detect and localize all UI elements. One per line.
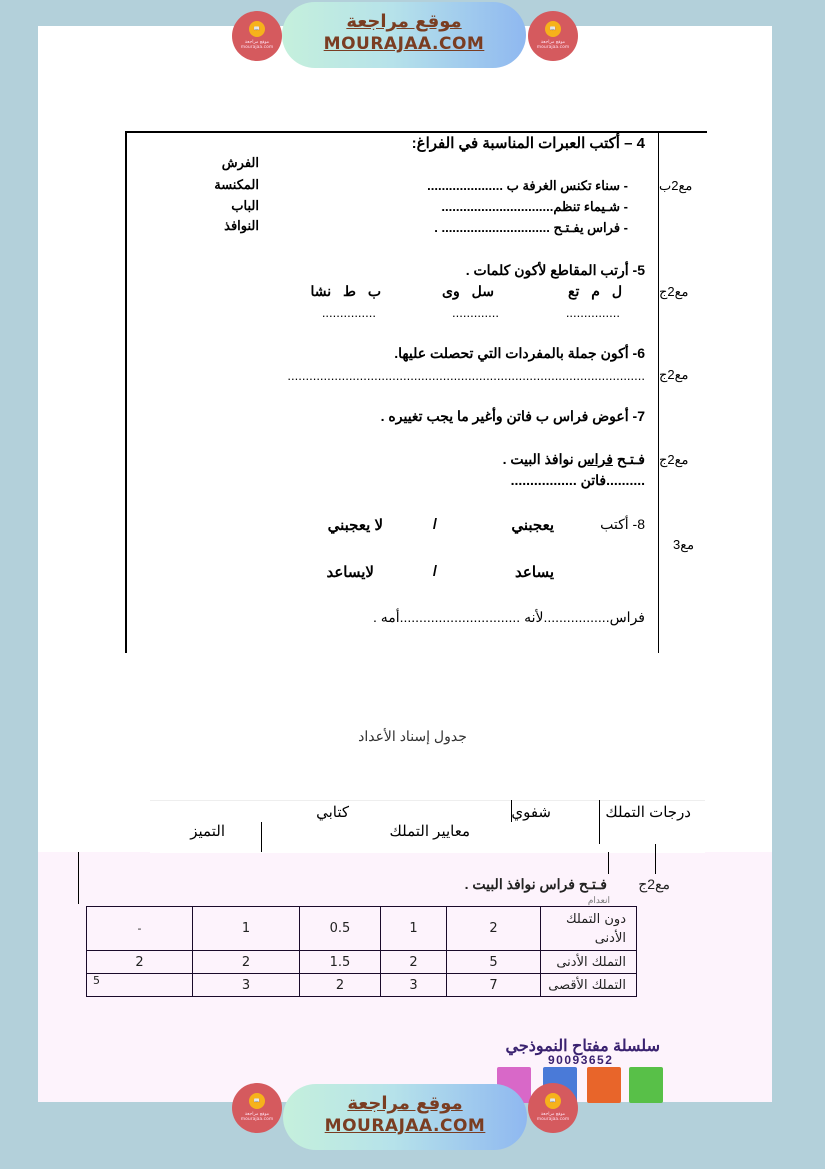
cell: 1.5 (300, 951, 381, 974)
q4-line: - فراس يفـتـح .............................. . (434, 220, 628, 235)
slash-separator: / (432, 563, 437, 580)
criterion-code-q8: مع3 (673, 537, 695, 552)
criterion-code-q5: مع2ج (659, 284, 689, 299)
underlined-subject: فراس (577, 451, 613, 467)
table-row (87, 974, 637, 997)
column-divider (658, 133, 659, 653)
criterion-code-q6: مع2ج (659, 367, 689, 382)
answer-blank[interactable]: ............... (321, 305, 376, 320)
badge-caption: موقع مراجعة mourajaa.com (536, 40, 570, 50)
criterion-code-q4: مع2ب (659, 178, 693, 193)
answer-blank[interactable]: ............... (565, 305, 620, 320)
left-badge-logo[interactable] (232, 1083, 282, 1133)
right-badge-logo[interactable] (528, 11, 578, 61)
row-label: التملك الأقصى (541, 974, 637, 997)
sentence-part: فـتـح (612, 451, 645, 467)
q5-title: 5- أرتب المقاطع لأكون كلمات . (465, 262, 645, 278)
header-banner[interactable] (282, 2, 526, 68)
word-bank-item: النوافذ (224, 218, 259, 233)
overlay-border (608, 852, 609, 874)
q4-title: 4 – أكتب العبرات المناسبة في الفراغ: (411, 135, 645, 152)
overlay-code: مع2ج (638, 876, 670, 892)
overlay-border (655, 844, 656, 874)
row-label: دون التملك الأدنى (541, 907, 637, 951)
book-logo-icon: 📖 (249, 1093, 265, 1109)
left-badge-logo[interactable] (232, 11, 282, 61)
criterion-code-q7: مع2ج (659, 452, 689, 467)
answer-blank[interactable]: ............. (452, 305, 499, 320)
word-bank-item: المكنسة (214, 177, 259, 192)
header-divider (261, 822, 262, 852)
book-logo-icon: 📖 (545, 1093, 561, 1109)
cell: 7 (447, 974, 541, 997)
q7-sentence (503, 451, 645, 468)
badge-caption: موقع مراجعة mourajaa.com (536, 1112, 570, 1122)
table-row (87, 907, 637, 951)
banner-arabic-title: موقع مراجعة (347, 1093, 463, 1114)
syllable-group: ل م تع (568, 283, 622, 299)
overlay-label: انعدام (587, 895, 610, 905)
header-levels: درجات التملك (605, 804, 691, 821)
answer-blank[interactable]: ..........فاتن ................. (510, 472, 645, 488)
banner-arabic-title: موقع مراجعة (346, 11, 462, 32)
book-logo-icon: 📖 (249, 21, 265, 37)
score-table (86, 906, 637, 997)
q8-title: 8- أكتب (600, 516, 645, 532)
header-divider (599, 800, 600, 844)
badge-caption: موقع مراجعة mourajaa.com (240, 1112, 274, 1122)
banner-site-link[interactable]: MOURAJAA.COM (324, 1116, 486, 1136)
table-title: جدول إسناد الأعداد (358, 728, 467, 744)
book-cover-icon (629, 1067, 663, 1103)
word-negative: لا يعجبني (327, 517, 383, 534)
word-negative: لايساعد (326, 564, 374, 581)
cell: 3 (193, 974, 300, 997)
banner-site-link[interactable]: MOURAJAA.COM (323, 34, 485, 54)
book-cover-icon (587, 1067, 621, 1103)
header-oral: شفوي (511, 804, 551, 821)
row-label: التملك الأدنى (541, 951, 637, 974)
cell: 1 (193, 907, 300, 951)
footer-banner[interactable] (283, 1084, 527, 1150)
q4-line: - شـيماء تنظم............................... (441, 199, 628, 214)
q7-title: 7- أعوض فراس ب فاتن وأغير ما يجب تغييره . (380, 408, 645, 424)
promo-series-title: سلسلة مفتاح النموذجي (505, 1038, 660, 1055)
word-positive: يعجبني (511, 517, 554, 534)
q4-line: - سناء تكنس الغرفة ب ..................... (427, 178, 628, 193)
cell: 2 (447, 907, 541, 951)
word-positive: يساعد (515, 564, 554, 581)
syllable-group: سل وى (442, 283, 494, 299)
header-criteria: معايير التملك (389, 823, 470, 840)
header-written: كتابي (316, 804, 349, 821)
sentence-part: نوافذ البيت . (502, 451, 578, 467)
answer-blank[interactable]: فراس.................لأنه ...............................أمه . (372, 609, 645, 625)
cell: 5 (447, 951, 541, 974)
book-logo-icon: 📖 (545, 21, 561, 37)
cell: 2 (193, 951, 300, 974)
cell: 2 (300, 974, 381, 997)
cell: - (87, 907, 193, 951)
cell: 0.5 (300, 907, 381, 951)
badge-caption: موقع مراجعة mourajaa.com (240, 40, 274, 50)
syllable-group: ب ط نشا (310, 283, 381, 299)
answer-blank[interactable]: ................................................................................................... (287, 368, 645, 383)
word-bank-item: الفرش (221, 155, 259, 170)
cell: 5 (87, 974, 193, 997)
word-bank-item: الباب (231, 198, 259, 213)
right-badge-logo[interactable] (528, 1083, 578, 1133)
cell: 2 (87, 951, 193, 974)
slash-separator: / (432, 516, 437, 533)
q6-title: 6- أكون جملة بالمفردات التي تحصلت عليها. (394, 345, 645, 361)
header-excellence: التميز (190, 823, 225, 840)
overlay-sentence: فـتـح فراس نوافذ البيت . (464, 876, 607, 892)
promo-phone: 90093652 (548, 1053, 614, 1067)
table-row (87, 951, 637, 974)
cell: 3 (381, 974, 447, 997)
cell: 2 (381, 951, 447, 974)
overlay-border (78, 852, 79, 904)
cell: 1 (381, 907, 447, 951)
